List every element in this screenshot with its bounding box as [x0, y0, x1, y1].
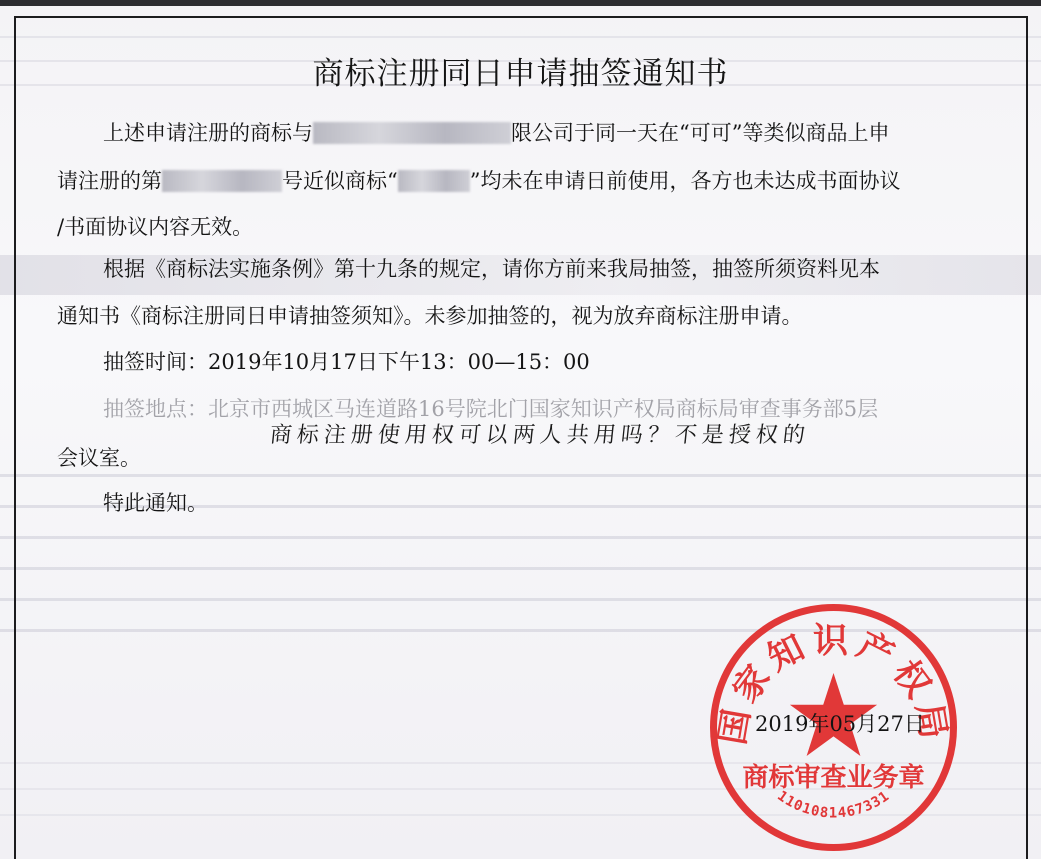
paragraph-2-line-1: 根据《商标法实施条例》第十九条的规定，请你方前来我局抽签，抽签所须资料见本	[103, 257, 880, 281]
paragraph-2-line-2: 通知书《商标注册同日申请抽签须知》。未参加抽签的，视为放弃商标注册申请。	[57, 304, 803, 328]
seal-org-text: 国家知识产权局	[712, 621, 955, 748]
lottery-location-line-1: 抽签地点：北京市西城区马连道路16号院北门国家知识产权局商标局审查事务部5层	[103, 397, 879, 421]
paragraph-text: 上述申请注册的商标与	[103, 121, 313, 145]
paragraph-text: 号近似商标“	[282, 169, 398, 193]
seal-number: 1101081467331	[774, 787, 893, 822]
handwritten-question-overlay: 商标注册使用权可以两人共用吗？不是授权的	[268, 423, 812, 448]
redacted-application-number	[162, 170, 282, 192]
lottery-time: 抽签时间：2019年10月17日下午13：00—15：00	[103, 350, 590, 374]
lottery-location-line-2: 会议室。	[57, 446, 141, 470]
paragraph-text: 请注册的第	[57, 169, 162, 193]
paragraph-1-line-3: /书面协议内容无效。	[57, 215, 254, 239]
paragraph-1-line-1	[103, 118, 889, 148]
redacted-company-name	[313, 122, 511, 144]
redacted-trademark-name	[398, 170, 470, 192]
paragraph-text: ”均未在申请日前使用，各方也未达成书面协议	[469, 169, 901, 193]
scan-top-edge	[0, 0, 1041, 6]
seal-label: 商标审查业务章	[742, 763, 925, 793]
paragraph-text: 限公司于同一天在“可可”等类似商品上申	[511, 121, 890, 145]
issue-date: 2019年05月27日	[755, 712, 925, 736]
closing-statement: 特此通知。	[103, 491, 208, 515]
document-title: 商标注册同日申请抽签通知书	[312, 56, 729, 92]
paragraph-1-line-2	[57, 166, 900, 196]
